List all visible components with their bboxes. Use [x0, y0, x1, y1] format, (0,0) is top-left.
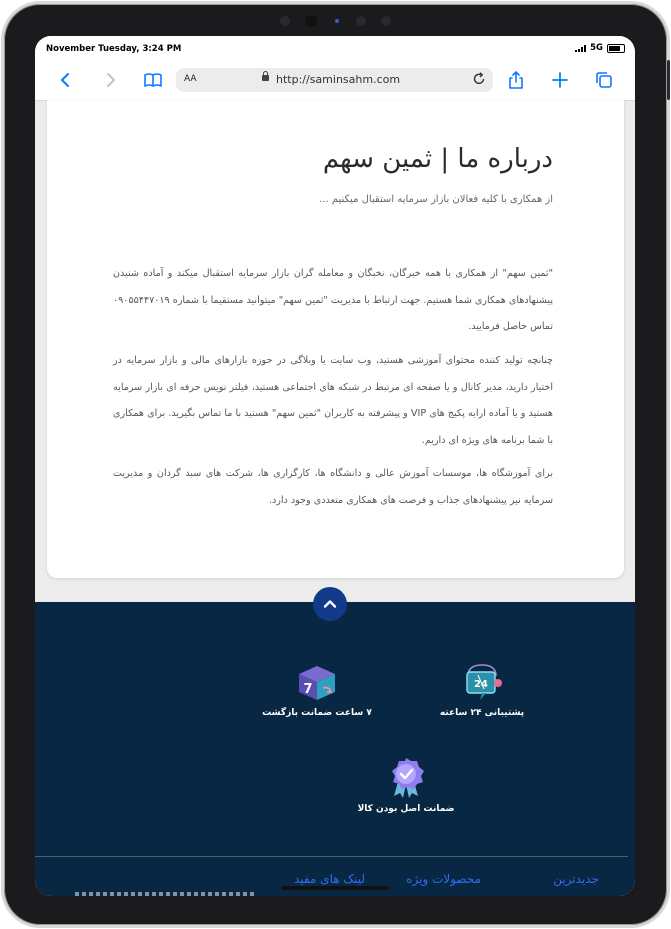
reload-button[interactable]	[471, 71, 487, 91]
feature-return	[242, 662, 392, 718]
book-icon	[142, 69, 164, 91]
page-title: درباره ما | ثمین سهم	[322, 144, 553, 174]
share-icon	[505, 69, 527, 91]
home-indicator	[281, 886, 389, 890]
bookmarks-button[interactable]	[142, 69, 164, 91]
battery-icon	[607, 44, 625, 53]
sensor-dot	[280, 16, 290, 26]
about-paragraph: برای آموزشگاه ها، موسسات آموزش عالی و دانشگاه ها، کارگزاری ها، شرکت های سبد گردان و مدیریت سرمایه نیز پیشنهادهای جذاب و فرصت های همکاری متعددی وجود دارد.	[113, 468, 553, 506]
camera-indicator	[335, 19, 339, 23]
sensor-dot	[381, 16, 391, 26]
svg-text:7: 7	[303, 682, 313, 697]
url-text: http://saminsahm.com	[276, 73, 401, 86]
plus-icon	[549, 69, 571, 91]
forward-button[interactable]	[99, 69, 121, 91]
screen	[35, 36, 635, 896]
scroll-to-top-button[interactable]	[313, 587, 347, 621]
status-time: November Tuesday, 3:24 PM	[46, 44, 182, 54]
feature-authenticity	[331, 756, 481, 814]
about-paragraph: "ثمین سهم" از همکاری با همه خبرگان، نخبگان و معامله گران بازار سرمایه استقبال میکند و آماده شنیدن پیشنهادهای همکاری شما هستیم. جهت ارتباط با مدیریت "ثمین سهم" میتوانید مستقیما با شماره ۰۹۰۵۵۴۴۷۰۱۹ تماس حاصل فرمایید.	[113, 268, 553, 332]
tabs-icon	[593, 69, 615, 91]
svg-text:24: 24	[474, 679, 488, 690]
network-type: 5G	[590, 43, 603, 53]
about-card	[47, 100, 624, 578]
feature-label: ضمانت اصل بودن کالا	[357, 804, 455, 814]
new-tab-button[interactable]	[549, 69, 571, 91]
sensor-dot	[356, 16, 366, 26]
tab-special-products[interactable]: محصولات ویژه	[406, 872, 481, 886]
feature-support	[407, 662, 557, 718]
tab-useful-links[interactable]: لینک های مفید	[293, 872, 365, 886]
tab-newest[interactable]: جدیدترین	[553, 872, 599, 886]
tabs-overview-button[interactable]	[593, 69, 615, 91]
back-button[interactable]	[55, 69, 77, 91]
about-paragraph: چنانچه تولید کننده محتوای آموزشی هستید، وب سایت یا وبلاگی در حوزه بازارهای مالی و بازار سرمایه در اختیار دارید، مدیر کانال و یا صفحه ای مرتبط در شبکه های اجتماعی هستید، فیلتر نویس حرفه ای بازار سرمایه هستید و یا آماده ارایه پکیج های VIP و پیشرفته به کاربران "ثمین سهم" هستید با ما تماس بگیرید. برای همکاری با شما برنامه های ویژه ای داریم.	[113, 355, 553, 446]
chevron-left-icon	[55, 69, 77, 91]
text-size-button[interactable]: AA	[184, 74, 197, 84]
share-button[interactable]	[505, 69, 527, 91]
footer-text-peek	[75, 892, 255, 896]
signal-icon	[575, 45, 586, 52]
reload-icon	[471, 71, 487, 87]
chevron-right-icon	[99, 69, 121, 91]
footer-divider	[35, 856, 628, 857]
front-camera	[305, 15, 317, 27]
lock-icon	[262, 75, 269, 81]
feature-label: پشتیبانی ۲۴ ساعته	[439, 708, 525, 718]
support-24-icon	[458, 662, 506, 704]
browser-toolbar	[35, 60, 635, 101]
return-guarantee-icon	[293, 662, 341, 704]
status-bar	[35, 36, 635, 60]
address-bar[interactable]	[176, 68, 493, 92]
page-subtitle: از همکاری با کلیه فعالان بازار سرمایه استقبال میکنیم ...	[319, 194, 553, 205]
status-indicators	[575, 43, 625, 53]
site-footer	[35, 602, 635, 896]
chevron-up-icon	[323, 597, 337, 611]
authenticity-badge-icon	[382, 756, 430, 800]
volume-button	[667, 60, 670, 100]
feature-label: ۷ ساعت ضمانت بازگشت	[262, 708, 372, 718]
